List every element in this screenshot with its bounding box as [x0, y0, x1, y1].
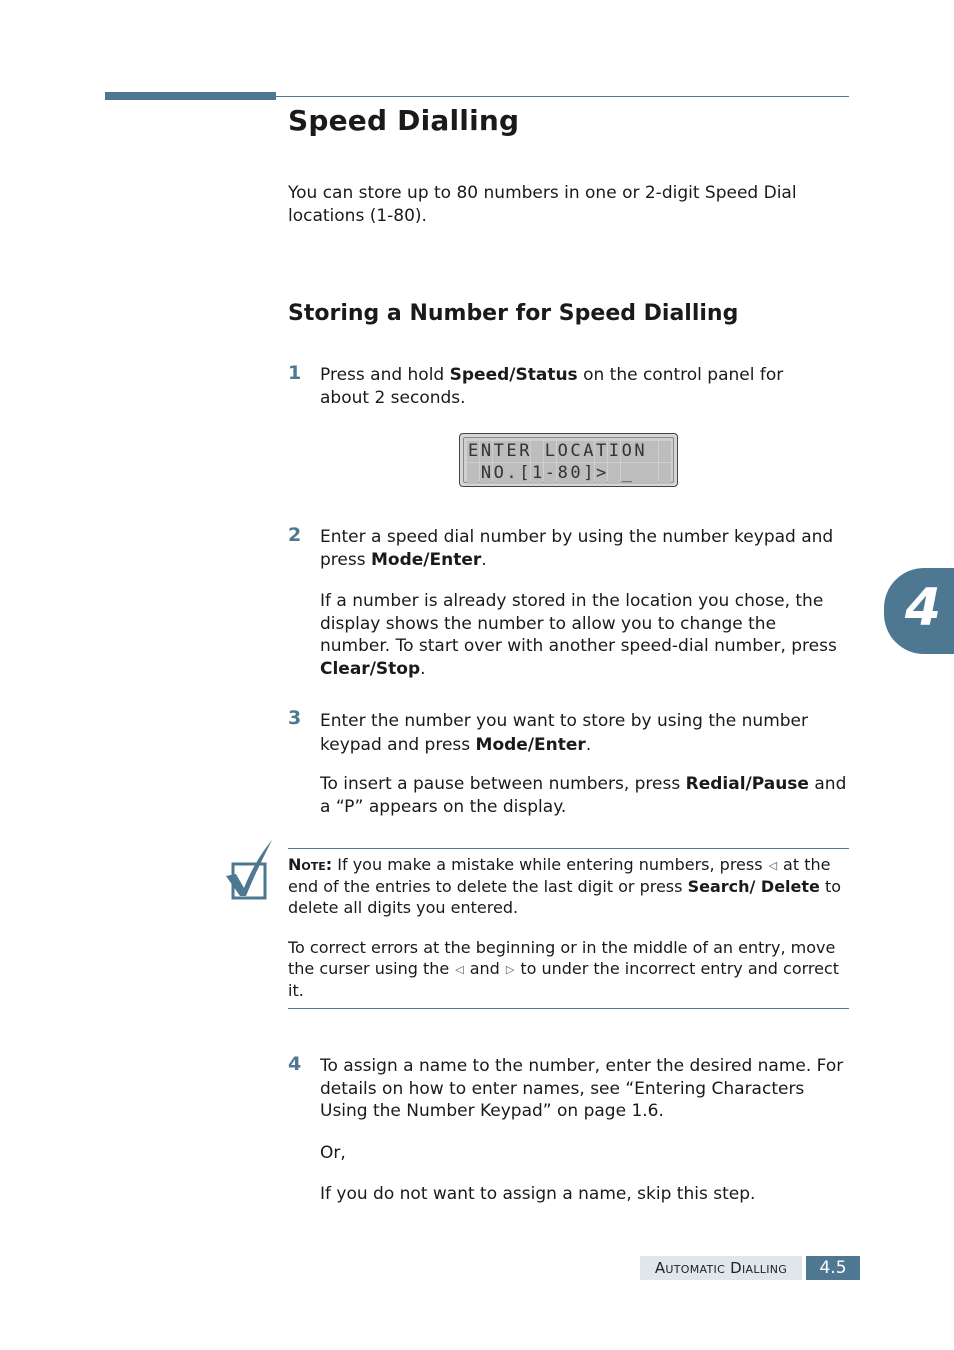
lcd-char-cell: > — [595, 463, 607, 483]
footer-page-number: 4.5 — [806, 1256, 860, 1280]
lcd-char-cell: N — [634, 441, 645, 461]
lcd-char-cell: T — [595, 441, 607, 461]
note-rule-bottom — [288, 1008, 849, 1009]
step-2-text: Enter a speed dial number by using the number keypad and press Mode/Enter. — [320, 527, 834, 570]
note-rule-top — [288, 848, 849, 849]
lcd-char-cell: I — [608, 441, 620, 461]
lcd-char-cell — [659, 463, 671, 484]
lcd-char-cell: E — [506, 441, 517, 461]
triangle-left-icon: ◁ — [455, 963, 464, 976]
note-paragraph-2: To correct errors at the beginning or in the middle of an entry, move the curser using the ◁ and ▷ to under the incorrect entry and correct it. — [288, 938, 840, 1000]
lcd-char-cell: O — [557, 441, 568, 461]
checkmark-note-icon — [224, 838, 276, 900]
lcd-char-cell: _ — [621, 463, 632, 483]
lcd-display — [459, 433, 678, 487]
lcd-char-cell: 8 — [557, 463, 568, 483]
lcd-char-cell — [659, 441, 671, 462]
lcd-char-cell: L — [544, 441, 556, 461]
lcd-char-cell: O — [621, 441, 632, 461]
lcd-char-cell — [608, 463, 620, 484]
intro-text: You can store up to 80 numbers in one or 2-digit Speed Dial locations (1-80). — [288, 183, 797, 226]
lcd-char-cell — [531, 441, 543, 462]
lcd-char-cell: N — [480, 463, 492, 483]
lcd-char-cell — [467, 463, 479, 484]
lcd-char-cell — [646, 441, 658, 462]
step-3-detail: To insert a pause between numbers, press Redial/Pause and a “P” appears on the display. — [320, 774, 847, 817]
lcd-char-cell: R — [519, 441, 530, 461]
lcd-char-cell: A — [583, 441, 594, 461]
lcd-screen — [463, 437, 674, 483]
step-4-text: To assign a name to the number, enter the desired name. For details on how to enter names, see “Entering Characters Using the Number Keypad” on page 1.6. — [320, 1056, 844, 1121]
step-3-number: 3 — [288, 707, 302, 729]
note-label: Note: — [288, 855, 333, 874]
lcd-char-cell: C — [570, 441, 581, 461]
triangle-left-icon: ◁ — [768, 859, 778, 872]
lcd-char-cell: N — [480, 441, 492, 461]
step-3-text: Enter the number you want to store by using the number keypad and press Mode/Enter. — [320, 711, 808, 755]
triangle-right-icon: ▷ — [505, 963, 515, 976]
lcd-char-cell: 1 — [532, 463, 543, 483]
subsection-title: Storing a Number for Speed Dialling — [288, 301, 739, 326]
page-title: Speed Dialling — [288, 104, 520, 137]
step-4-skip: If you do not want to assign a name, skip this step. — [320, 1184, 756, 1204]
lcd-char-cell — [633, 463, 645, 484]
header-rule-thin — [276, 96, 849, 97]
lcd-char-cell: O — [493, 463, 504, 483]
step-4-or: Or, — [320, 1143, 346, 1163]
step-1-number: 1 — [288, 362, 302, 384]
lcd-char-cell: ] — [583, 463, 594, 483]
header-rule-thick — [105, 92, 276, 100]
lcd-char-cell: [ — [519, 463, 530, 483]
step-2-detail: If a number is already stored in the location you chose, the display shows the number to allow you to change the number. To start over with another speed-dial number, press Clear/Stop. — [320, 591, 837, 679]
step-1-text: Press and hold Speed/Status on the control panel for about 2 seconds. — [320, 365, 784, 408]
lcd-char-cell: - — [544, 463, 556, 483]
step-2-number: 2 — [288, 524, 302, 546]
step-4-number: 4 — [288, 1053, 302, 1075]
lcd-char-cell — [646, 463, 658, 484]
lcd-char-cell: T — [493, 441, 504, 461]
lcd-grid — [467, 441, 671, 484]
footer-section-label: Automatic Dialling — [640, 1256, 802, 1280]
lcd-char-cell: 0 — [570, 463, 581, 483]
lcd-char-cell: . — [506, 463, 517, 483]
lcd-char-cell: E — [468, 441, 479, 461]
chapter-number: 4 — [904, 578, 942, 638]
note-paragraph-1: Note: If you make a mistake while entering numbers, press ◁ at the end of the entries to delete the last digit or press Search/ Delete to delete all digits you entered. — [288, 855, 842, 917]
